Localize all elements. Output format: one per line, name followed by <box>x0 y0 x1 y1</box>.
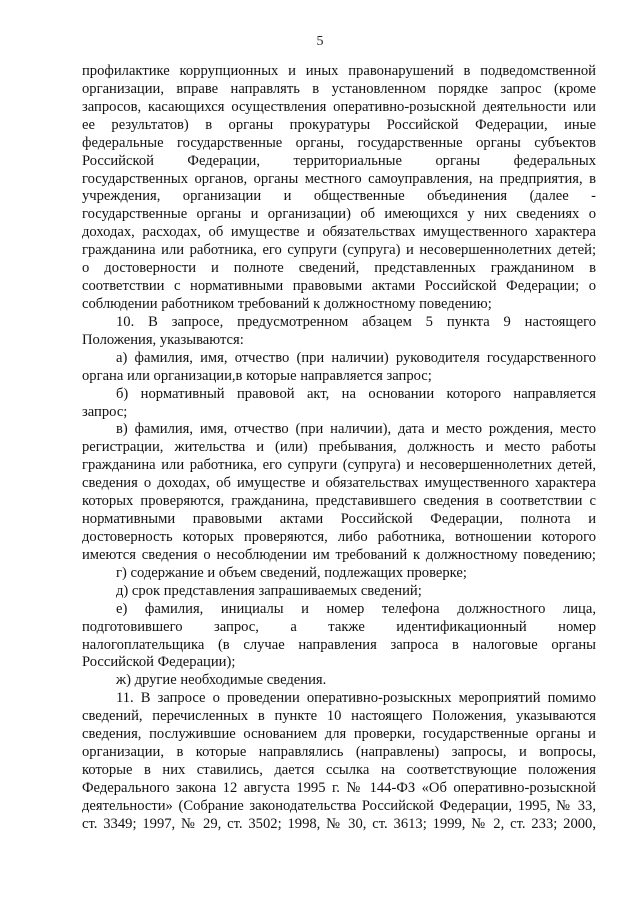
text-line: запросов, касающихся осуществления оперативно-розыскной деятельности или <box>82 98 596 115</box>
text-line: Российской Федерации); <box>82 654 236 671</box>
text-line: гражданина или работника, его супруги (супруга) и несовершеннолетних детей, <box>82 457 596 474</box>
text-line: доходах, расходах, об имуществе и обязательствах имущественного характера <box>82 224 596 241</box>
text-line: 11. В запросе о проведении оперативно-розыскных мероприятий помимо <box>116 690 596 707</box>
text-line: соблюдении работником требований к должностному поведению; <box>82 295 492 312</box>
text-line: е) фамилия, инициалы и номер телефона должностного лица, <box>116 600 596 617</box>
text-line: Федерального закона 12 августа 1995 г. № 144-ФЗ «Об оперативно-розыскной <box>82 779 596 796</box>
text-line: а) фамилия, имя, отчество (при наличии) руководителя государственного <box>116 349 596 366</box>
text-line: государственные органы и организации) об имеющихся у них сведениях о <box>82 206 596 223</box>
text-line: б) нормативный правовой акт, на основании которого направляется <box>116 385 596 402</box>
page-number: 5 <box>316 34 324 49</box>
text-line: достоверность которых проверяются, либо работника, вотношении которого <box>82 528 596 545</box>
text-line: ж) другие необходимые сведения. <box>116 672 327 689</box>
text-line: гражданина или работника, его супруги (супруга) и несовершеннолетних детей; <box>82 242 596 259</box>
text-line: о достоверности и полноте сведений, представленных гражданином в <box>82 260 596 277</box>
text-line: 10. В запросе, предусмотренном абзацем 5 пункта 9 настоящего <box>116 313 596 330</box>
text-line: которые в них ставились, дается ссылка на соответствующие положения <box>82 761 596 778</box>
text-line: имеются сведения о несоблюдении им требований к должностному поведению; <box>82 546 596 563</box>
text-line: которых проверяются, гражданина, представившего сведения в соответствии с <box>82 493 596 510</box>
text-line: сведения о доходах, об имуществе и обязательствах имущественного характера <box>82 475 596 492</box>
text-line: учреждения, организации и общественные объединения (далее - <box>82 188 596 205</box>
document-body <box>82 63 596 834</box>
text-line: сведений, перечисленных в пункте 10 настоящего Положения, указываются <box>82 708 596 725</box>
text-line: Российской Федерации, территориальные органы федеральных <box>82 152 596 169</box>
text-line: налогоплательщика (в случае направления запроса в налоговые органы <box>82 636 596 653</box>
text-line: в) фамилия, имя, отчество (при наличии), дата и место рождения, место <box>116 421 596 438</box>
text-line: федеральные государственные органы, государственные органы субъектов <box>82 134 596 151</box>
text-line: организации, в которые направлялись (направлены) запросы, и вопросы, <box>82 744 596 761</box>
text-line: регистрации, жительства и (или) пребывания, должность и место работы <box>82 439 596 456</box>
text-line: ее результатов) в органы прокуратуры Российской Федерации, иные <box>82 116 596 133</box>
text-line: деятельности» (Собрание законодательства Российской Федерации, 1995, № 33, <box>82 797 596 814</box>
text-line: ст. 3349; 1997, № 29, ст. 3502; 1998, № 30, ст. 3613; 1999, № 2, ст. 233; 2000, <box>82 815 596 832</box>
text-line: подготовившего запрос, а также идентификационный номер <box>82 618 596 635</box>
text-line: запрос; <box>82 403 128 420</box>
text-line: профилактике коррупционных и иных правонарушений в подведомственной <box>82 63 596 79</box>
text-line: Положения, указываются: <box>82 331 244 348</box>
text-line: государственных органов, органы местного самоуправления, на предприятия, в <box>82 170 596 187</box>
text-line: организации, вправе направлять в установленном порядке запрос (кроме <box>82 80 596 97</box>
text-line: нормативными правовыми актами Российской Федерации, полнота и <box>82 511 596 528</box>
text-line: соответствии с нормативными правовыми актами Российской Федерации; о <box>82 278 596 295</box>
text-line: г) содержание и объем сведений, подлежащих проверке; <box>116 564 467 581</box>
text-line: сведения, послужившие основанием для проверки, государственные органы и <box>82 726 596 743</box>
text-line: органа или организации,в которые направляется запрос; <box>82 367 432 384</box>
text-line: д) срок представления запрашиваемых сведений; <box>116 582 422 599</box>
